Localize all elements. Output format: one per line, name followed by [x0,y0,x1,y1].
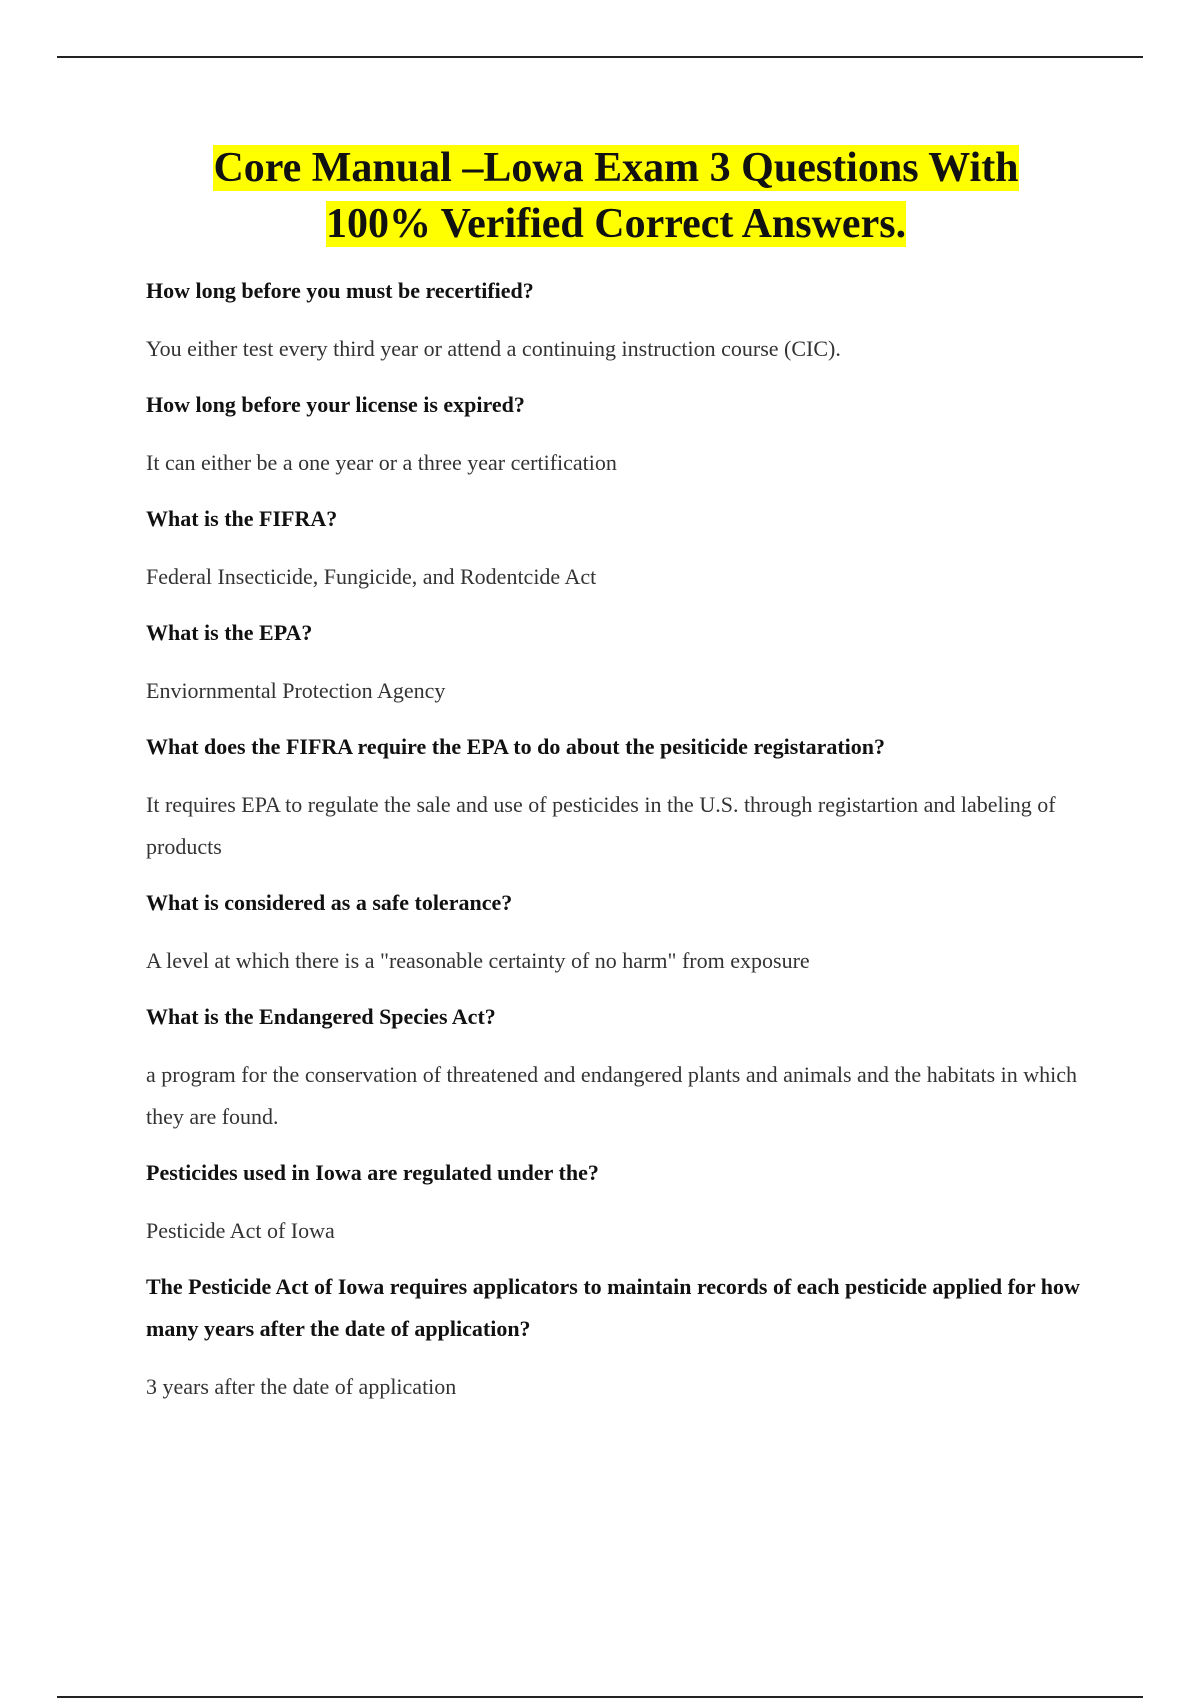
document-title [146,140,1086,252]
bottom-rule [57,1696,1143,1698]
question: What is the EPA? [146,620,313,645]
qa-list [146,270,1086,1408]
answer: Enviornmental Protection Agency [146,678,446,703]
answer: It can either be a one year or a three year certification [146,450,617,475]
answer: 3 years after the date of application [146,1374,457,1399]
answer: You either test every third year or attend a continuing instruction course (CIC). [146,336,841,361]
question: Pesticides used in Iowa are regulated under the? [146,1160,599,1185]
question: What is the Endangered Species Act? [146,1004,496,1029]
question: What is the FIFRA? [146,506,338,531]
title-line-2: 100% Verified Correct Answers. [325,201,907,247]
answer: It requires EPA to regulate the sale and use of pesticides in the U.S. through registartion and labeling of products [146,792,1056,859]
question: What does the FIFRA require the EPA to do about the pesiticide registaration? [146,734,886,759]
top-rule [57,56,1143,58]
answer: A level at which there is a "reasonable certainty of no harm" from exposure [146,948,810,973]
title-line-1: Core Manual –Lowa Exam 3 Questions With [213,145,1019,191]
document-page [146,140,1086,1422]
answer: Pesticide Act of Iowa [146,1218,335,1243]
question: How long before you must be recertified? [146,278,534,303]
answer: a program for the conservation of threatened and endangered plants and animals and the habitats in which they are found. [146,1062,1078,1129]
question: The Pesticide Act of Iowa requires applicators to maintain records of each pesticide applied for how many years after the date of application? [146,1274,1080,1341]
question: What is considered as a safe tolerance? [146,890,513,915]
answer: Federal Insecticide, Fungicide, and Rodentcide Act [146,564,597,589]
question: How long before your license is expired? [146,392,525,417]
